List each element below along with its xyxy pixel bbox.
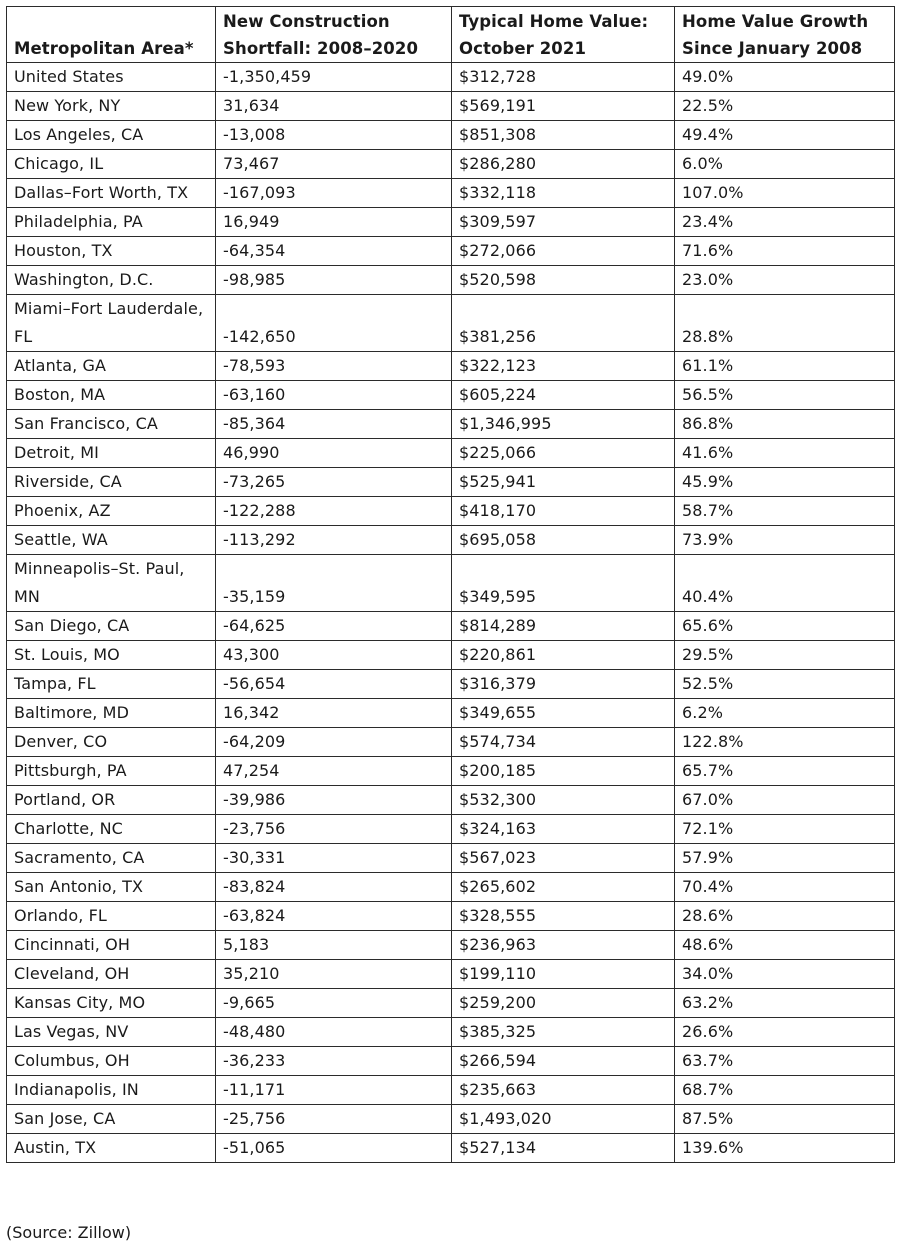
- cell-metro-area: Chicago, IL: [7, 150, 216, 179]
- cell-construction-shortfall: -35,159: [216, 555, 452, 612]
- cell-construction-shortfall: -23,756: [216, 815, 452, 844]
- cell-value-growth: 139.6%: [675, 1134, 895, 1163]
- cell-home-value: $236,963: [452, 931, 675, 960]
- cell-metro-area: Baltimore, MD: [7, 699, 216, 728]
- cell-construction-shortfall: -1,350,459: [216, 63, 452, 92]
- cell-value-growth: 26.6%: [675, 1018, 895, 1047]
- table-row: [7, 989, 895, 1018]
- cell-construction-shortfall: -11,171: [216, 1076, 452, 1105]
- cell-construction-shortfall: -30,331: [216, 844, 452, 873]
- cell-value-growth: 34.0%: [675, 960, 895, 989]
- cell-metro-area: Miami–Fort Lauderdale, FL: [7, 295, 216, 352]
- cell-value-growth: 122.8%: [675, 728, 895, 757]
- cell-construction-shortfall: -63,824: [216, 902, 452, 931]
- cell-value-growth: 6.2%: [675, 699, 895, 728]
- cell-value-growth: 57.9%: [675, 844, 895, 873]
- cell-metro-area: Cincinnati, OH: [7, 931, 216, 960]
- table-row: [7, 410, 895, 439]
- cell-value-growth: 45.9%: [675, 468, 895, 497]
- cell-metro-area: New York, NY: [7, 92, 216, 121]
- cell-construction-shortfall: 5,183: [216, 931, 452, 960]
- cell-value-growth: 68.7%: [675, 1076, 895, 1105]
- cell-home-value: $567,023: [452, 844, 675, 873]
- cell-value-growth: 63.2%: [675, 989, 895, 1018]
- cell-value-growth: 28.6%: [675, 902, 895, 931]
- cell-home-value: $851,308: [452, 121, 675, 150]
- cell-home-value: $265,602: [452, 873, 675, 902]
- cell-construction-shortfall: -167,093: [216, 179, 452, 208]
- cell-construction-shortfall: 46,990: [216, 439, 452, 468]
- table-row: [7, 237, 895, 266]
- cell-home-value: $324,163: [452, 815, 675, 844]
- cell-home-value: $266,594: [452, 1047, 675, 1076]
- cell-home-value: $527,134: [452, 1134, 675, 1163]
- header-typical-home-value: Typical Home Value: October 2021: [452, 7, 675, 63]
- cell-metro-area: Riverside, CA: [7, 468, 216, 497]
- cell-home-value: $418,170: [452, 497, 675, 526]
- cell-value-growth: 23.4%: [675, 208, 895, 237]
- cell-home-value: $525,941: [452, 468, 675, 497]
- cell-value-growth: 63.7%: [675, 1047, 895, 1076]
- cell-construction-shortfall: -48,480: [216, 1018, 452, 1047]
- table-row: [7, 526, 895, 555]
- cell-value-growth: 49.4%: [675, 121, 895, 150]
- cell-metro-area: San Francisco, CA: [7, 410, 216, 439]
- cell-metro-area: Dallas–Fort Worth, TX: [7, 179, 216, 208]
- cell-value-growth: 29.5%: [675, 641, 895, 670]
- cell-home-value: $574,734: [452, 728, 675, 757]
- header-construction-shortfall: New Construction Shortfall: 2008–2020: [216, 7, 452, 63]
- cell-home-value: $312,728: [452, 63, 675, 92]
- cell-home-value: $385,325: [452, 1018, 675, 1047]
- cell-metro-area: Los Angeles, CA: [7, 121, 216, 150]
- cell-construction-shortfall: -73,265: [216, 468, 452, 497]
- cell-value-growth: 48.6%: [675, 931, 895, 960]
- cell-metro-area: Atlanta, GA: [7, 352, 216, 381]
- cell-metro-area: Portland, OR: [7, 786, 216, 815]
- table-row: [7, 266, 895, 295]
- cell-construction-shortfall: -64,354: [216, 237, 452, 266]
- cell-value-growth: 87.5%: [675, 1105, 895, 1134]
- cell-construction-shortfall: -9,665: [216, 989, 452, 1018]
- cell-construction-shortfall: -113,292: [216, 526, 452, 555]
- table-row: [7, 757, 895, 786]
- cell-home-value: $235,663: [452, 1076, 675, 1105]
- cell-construction-shortfall: 16,342: [216, 699, 452, 728]
- cell-home-value: $259,200: [452, 989, 675, 1018]
- table-row: [7, 179, 895, 208]
- cell-construction-shortfall: -63,160: [216, 381, 452, 410]
- table-row: [7, 1047, 895, 1076]
- cell-home-value: $814,289: [452, 612, 675, 641]
- cell-metro-area: San Antonio, TX: [7, 873, 216, 902]
- cell-value-growth: 73.9%: [675, 526, 895, 555]
- cell-value-growth: 67.0%: [675, 786, 895, 815]
- cell-metro-area: Seattle, WA: [7, 526, 216, 555]
- cell-home-value: $199,110: [452, 960, 675, 989]
- table-row: [7, 1018, 895, 1047]
- header-home-value-growth: Home Value Growth Since January 2008: [675, 7, 895, 63]
- cell-construction-shortfall: -78,593: [216, 352, 452, 381]
- table-row: [7, 468, 895, 497]
- cell-home-value: $309,597: [452, 208, 675, 237]
- table-row: [7, 1076, 895, 1105]
- table-row: [7, 381, 895, 410]
- cell-value-growth: 49.0%: [675, 63, 895, 92]
- cell-value-growth: 28.8%: [675, 295, 895, 352]
- cell-construction-shortfall: -51,065: [216, 1134, 452, 1163]
- cell-metro-area: Washington, D.C.: [7, 266, 216, 295]
- cell-value-growth: 22.5%: [675, 92, 895, 121]
- header-metro-area: Metropolitan Area*: [7, 7, 216, 63]
- cell-construction-shortfall: -39,986: [216, 786, 452, 815]
- table-row: [7, 641, 895, 670]
- cell-value-growth: 40.4%: [675, 555, 895, 612]
- cell-construction-shortfall: -64,625: [216, 612, 452, 641]
- cell-construction-shortfall: 31,634: [216, 92, 452, 121]
- table-row: [7, 1134, 895, 1163]
- cell-home-value: $532,300: [452, 786, 675, 815]
- table-row: [7, 121, 895, 150]
- cell-metro-area: San Diego, CA: [7, 612, 216, 641]
- cell-metro-area: Cleveland, OH: [7, 960, 216, 989]
- cell-construction-shortfall: -83,824: [216, 873, 452, 902]
- cell-metro-area: Philadelphia, PA: [7, 208, 216, 237]
- cell-construction-shortfall: 73,467: [216, 150, 452, 179]
- cell-home-value: $695,058: [452, 526, 675, 555]
- cell-value-growth: 52.5%: [675, 670, 895, 699]
- table-row: [7, 92, 895, 121]
- cell-metro-area: San Jose, CA: [7, 1105, 216, 1134]
- cell-construction-shortfall: 35,210: [216, 960, 452, 989]
- table-body: [7, 63, 895, 1163]
- cell-home-value: $332,118: [452, 179, 675, 208]
- cell-metro-area: Columbus, OH: [7, 1047, 216, 1076]
- table-row: [7, 815, 895, 844]
- cell-value-growth: 70.4%: [675, 873, 895, 902]
- table-row: [7, 208, 895, 237]
- cell-home-value: $349,655: [452, 699, 675, 728]
- cell-construction-shortfall: -64,209: [216, 728, 452, 757]
- table-row: [7, 63, 895, 92]
- cell-home-value: $316,379: [452, 670, 675, 699]
- table-row: [7, 352, 895, 381]
- cell-metro-area: Indianapolis, IN: [7, 1076, 216, 1105]
- cell-metro-area: Kansas City, MO: [7, 989, 216, 1018]
- table-row: [7, 786, 895, 815]
- cell-metro-area: Austin, TX: [7, 1134, 216, 1163]
- cell-construction-shortfall: 43,300: [216, 641, 452, 670]
- cell-home-value: $286,280: [452, 150, 675, 179]
- cell-home-value: $520,598: [452, 266, 675, 295]
- table-row: [7, 295, 895, 352]
- table-row: [7, 960, 895, 989]
- cell-value-growth: 58.7%: [675, 497, 895, 526]
- cell-value-growth: 41.6%: [675, 439, 895, 468]
- cell-construction-shortfall: -85,364: [216, 410, 452, 439]
- cell-metro-area: Minneapolis–St. Paul, MN: [7, 555, 216, 612]
- cell-value-growth: 61.1%: [675, 352, 895, 381]
- cell-home-value: $381,256: [452, 295, 675, 352]
- cell-value-growth: 72.1%: [675, 815, 895, 844]
- cell-home-value: $569,191: [452, 92, 675, 121]
- cell-home-value: $225,066: [452, 439, 675, 468]
- cell-metro-area: Denver, CO: [7, 728, 216, 757]
- cell-construction-shortfall: 47,254: [216, 757, 452, 786]
- table-row: [7, 931, 895, 960]
- cell-value-growth: 71.6%: [675, 237, 895, 266]
- cell-construction-shortfall: -56,654: [216, 670, 452, 699]
- cell-metro-area: St. Louis, MO: [7, 641, 216, 670]
- cell-construction-shortfall: -142,650: [216, 295, 452, 352]
- table-row: [7, 902, 895, 931]
- cell-metro-area: United States: [7, 63, 216, 92]
- cell-home-value: $272,066: [452, 237, 675, 266]
- cell-construction-shortfall: 16,949: [216, 208, 452, 237]
- table-row: [7, 699, 895, 728]
- table-row: [7, 873, 895, 902]
- table-row: [7, 612, 895, 641]
- cell-home-value: $605,224: [452, 381, 675, 410]
- table-row: [7, 150, 895, 179]
- table-row: [7, 728, 895, 757]
- cell-construction-shortfall: -13,008: [216, 121, 452, 150]
- housing-shortfall-table: [6, 6, 895, 1163]
- cell-home-value: $322,123: [452, 352, 675, 381]
- cell-metro-area: Boston, MA: [7, 381, 216, 410]
- cell-metro-area: Houston, TX: [7, 237, 216, 266]
- cell-metro-area: Phoenix, AZ: [7, 497, 216, 526]
- cell-metro-area: Sacramento, CA: [7, 844, 216, 873]
- cell-construction-shortfall: -98,985: [216, 266, 452, 295]
- table-row: [7, 1105, 895, 1134]
- cell-construction-shortfall: -25,756: [216, 1105, 452, 1134]
- cell-value-growth: 6.0%: [675, 150, 895, 179]
- cell-metro-area: Orlando, FL: [7, 902, 216, 931]
- cell-metro-area: Charlotte, NC: [7, 815, 216, 844]
- table-row: [7, 844, 895, 873]
- cell-value-growth: 65.6%: [675, 612, 895, 641]
- cell-home-value: $1,493,020: [452, 1105, 675, 1134]
- cell-value-growth: 65.7%: [675, 757, 895, 786]
- cell-home-value: $1,346,995: [452, 410, 675, 439]
- cell-home-value: $200,185: [452, 757, 675, 786]
- source-note: (Source: Zillow): [6, 1223, 132, 1242]
- cell-metro-area: Detroit, MI: [7, 439, 216, 468]
- table-row: [7, 555, 895, 612]
- cell-metro-area: Pittsburgh, PA: [7, 757, 216, 786]
- table-row: [7, 497, 895, 526]
- cell-home-value: $220,861: [452, 641, 675, 670]
- table-header-row: [7, 7, 895, 63]
- cell-construction-shortfall: -122,288: [216, 497, 452, 526]
- cell-metro-area: Tampa, FL: [7, 670, 216, 699]
- cell-value-growth: 23.0%: [675, 266, 895, 295]
- cell-home-value: $349,595: [452, 555, 675, 612]
- table-row: [7, 670, 895, 699]
- cell-value-growth: 107.0%: [675, 179, 895, 208]
- table-row: [7, 439, 895, 468]
- cell-metro-area: Las Vegas, NV: [7, 1018, 216, 1047]
- cell-construction-shortfall: -36,233: [216, 1047, 452, 1076]
- cell-home-value: $328,555: [452, 902, 675, 931]
- cell-value-growth: 56.5%: [675, 381, 895, 410]
- cell-value-growth: 86.8%: [675, 410, 895, 439]
- housing-table-container: [6, 6, 895, 1163]
